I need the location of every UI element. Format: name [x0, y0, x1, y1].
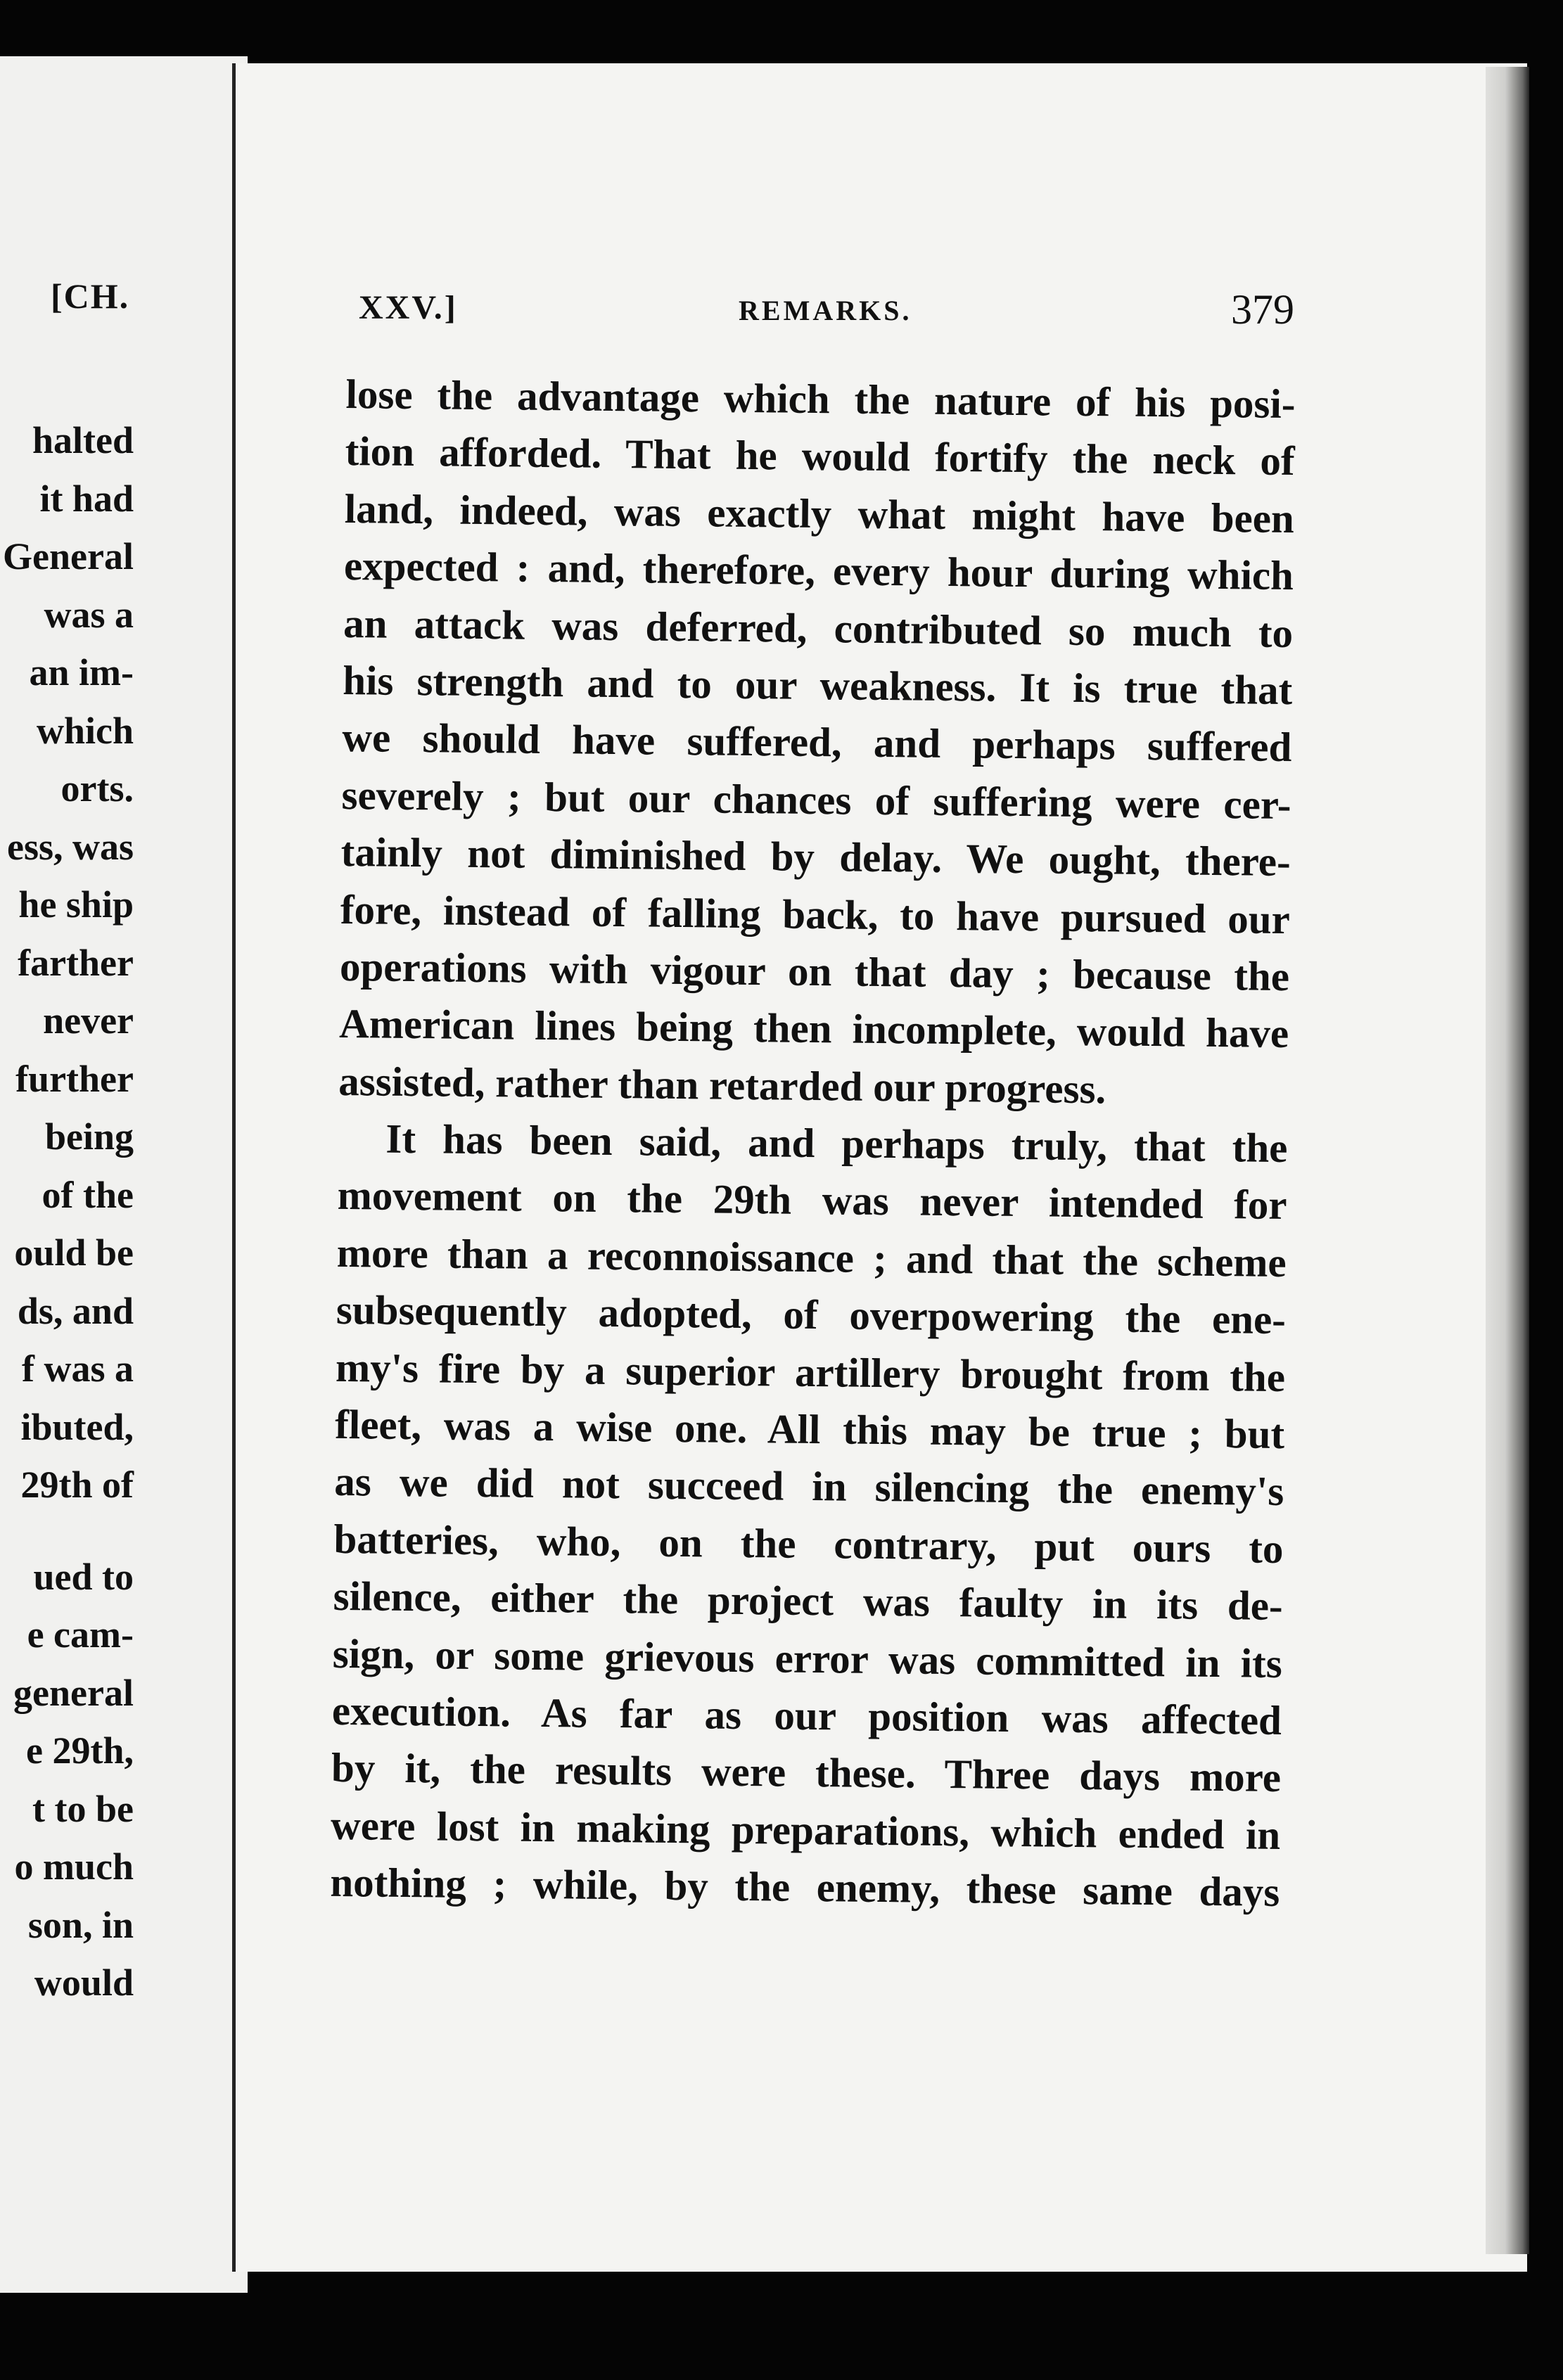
- facing-line: e 29th,: [26, 1729, 134, 1772]
- page-number: 379: [1231, 286, 1294, 333]
- text-line: nothing ; while, by the enemy, these same days: [330, 1859, 1280, 1916]
- text-line: tainly not diminished by delay. We ought, there-: [340, 828, 1291, 885]
- text-line: assisted, rather than retarded our progress.: [338, 1057, 1106, 1113]
- facing-line: was a: [44, 593, 134, 636]
- facing-line: farther: [18, 941, 134, 984]
- text-line: movement on the 29th was never intended for: [337, 1172, 1287, 1229]
- paragraph-gap: [0, 1514, 134, 1548]
- text-line: batteries, who, on the contrary, put ours to: [333, 1515, 1284, 1572]
- running-header: [359, 288, 1294, 338]
- text-line: as we did not succeed in silencing the enemy's: [334, 1458, 1284, 1515]
- text-line: fleet, was a wise one. All this may be true ; but: [334, 1400, 1285, 1458]
- facing-line: an im-: [29, 651, 134, 693]
- text-line: sign, or some grievous error was committed in its: [332, 1630, 1283, 1687]
- text-line: severely ; but our chances of suffering were cer-: [341, 771, 1291, 828]
- text-line: land, indeed, was exactly what might have been: [344, 485, 1295, 542]
- text-line: his strength and to our weakness. It is true that: [342, 656, 1293, 714]
- facing-line: halted: [32, 419, 134, 461]
- facing-page: [0, 56, 248, 2293]
- facing-line: ess, was: [6, 825, 134, 868]
- text-line: my's fire by a superior artillery brought from the: [335, 1343, 1286, 1400]
- facing-line: being: [44, 1115, 134, 1158]
- text-line: silence, either the project was faulty in its de-: [333, 1573, 1283, 1630]
- facing-line: further: [15, 1057, 134, 1100]
- text-line: execution. As far as our position was affected: [331, 1687, 1282, 1744]
- text-line: fore, instead of falling back, to have pursued our: [340, 885, 1291, 942]
- text-line: lose the advantage which the nature of his posi-: [345, 370, 1296, 428]
- text-line: an attack was deferred, contributed so much to: [343, 599, 1294, 656]
- facing-line: ibuted,: [20, 1405, 134, 1448]
- facing-line: ds, and: [17, 1289, 134, 1332]
- running-title: REMARKS.: [739, 295, 912, 326]
- facing-line: e cam-: [27, 1613, 134, 1656]
- facing-line: which: [36, 709, 134, 752]
- text-line: American lines being then incomplete, would have: [338, 1000, 1289, 1057]
- text-line: by it, the results were these. Three days more: [331, 1744, 1282, 1801]
- text-line: expected : and, therefore, every hour during which: [343, 542, 1294, 599]
- body-text: [330, 366, 1296, 1921]
- facing-line: t to be: [32, 1787, 134, 1830]
- text-line: tion afforded. That he would fortify the neck of: [345, 428, 1296, 485]
- facing-line: orts.: [60, 767, 134, 810]
- facing-line: he ship: [18, 883, 134, 926]
- facing-line: ued to: [33, 1555, 134, 1598]
- text-line: It has been said, and perhaps truly, that the: [385, 1115, 1288, 1172]
- facing-line: general: [13, 1671, 134, 1714]
- facing-line: ould be: [14, 1231, 134, 1274]
- chapter-marker: XXV.]: [359, 289, 458, 326]
- text-line: more than a reconnoissance ; and that the scheme: [336, 1229, 1287, 1286]
- facing-line: never: [43, 999, 134, 1042]
- facing-line: it had: [39, 477, 134, 520]
- facing-line: General: [3, 535, 134, 577]
- text-line: operations with vigour on that day ; because the: [339, 942, 1290, 999]
- page-edge: [1486, 67, 1529, 2254]
- facing-line: of the: [42, 1173, 134, 1216]
- facing-page-header: [CH.: [51, 276, 130, 316]
- text-line: we should have suffered, and perhaps suffered: [342, 714, 1292, 771]
- facing-line: son, in: [27, 1903, 134, 1946]
- text-line: were lost in making preparations, which ended in: [330, 1801, 1281, 1858]
- facing-line: o much: [14, 1845, 134, 1888]
- facing-line: would: [34, 1962, 134, 2004]
- facing-line: 29th of: [20, 1464, 134, 1506]
- text-line: subsequently adopted, of overpowering the ene-: [336, 1286, 1287, 1343]
- facing-line: f was a: [22, 1348, 134, 1390]
- facing-page-text: [0, 411, 134, 2012]
